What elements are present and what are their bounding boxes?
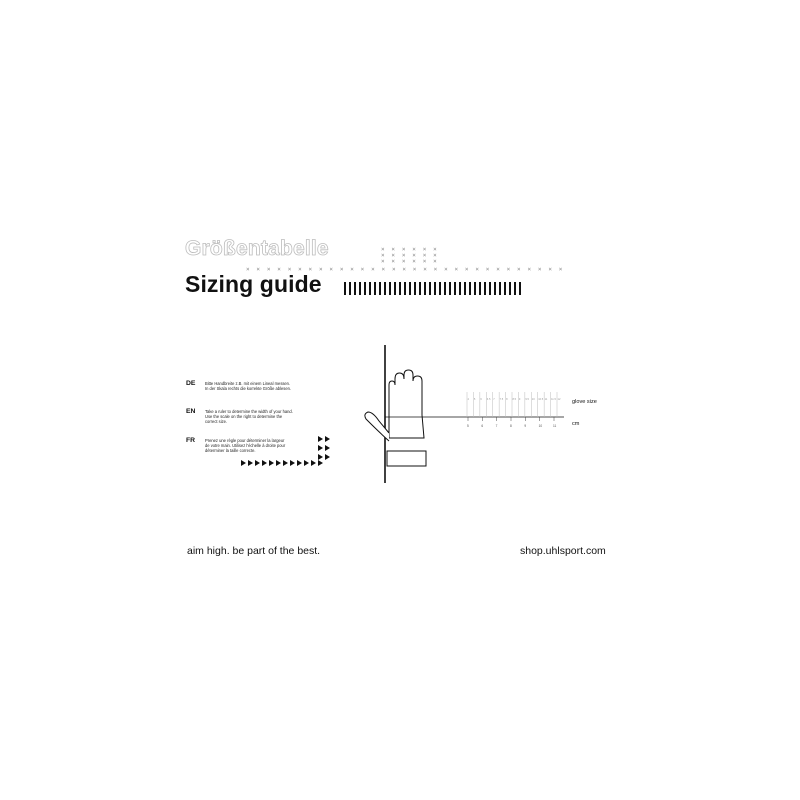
glove-size-tick-label: 4 — [467, 398, 469, 401]
glove-size-label: glove size — [572, 399, 597, 405]
glove-size-tick-label: 9.5 — [525, 398, 529, 401]
language-code-de: DE — [186, 380, 196, 387]
decorative-barcode-stripes — [344, 282, 524, 295]
glove-size-tick-label: 9 — [518, 398, 521, 401]
cm-tick-label: 10 — [538, 424, 543, 428]
x-pattern-row: × × × × × × × × × × × × × × × × × × × × × × × × × × × × × × × — [246, 266, 564, 273]
instruction-text-en: Take a ruler to determine the width of your hand. Use the scale on the right to determine the correct size. — [205, 409, 293, 425]
x-pattern-grid: × × × × × × × × × × × × × × × × × × — [381, 246, 439, 265]
instruction-text-de: Bitte Handbreite z.B. mit einem Lineal messen. In der Skala rechts die korrekte Größe ablesen. — [205, 381, 292, 392]
glove-size-tick-label: 10 — [531, 398, 535, 401]
cm-label: cm — [572, 421, 580, 427]
cm-tick-label: 9 — [524, 424, 527, 428]
cm-tick-label: 7 — [495, 424, 498, 428]
glove-size-tick-label: 6 — [480, 398, 482, 401]
cm-scale — [467, 417, 557, 428]
title-german: Größentabelle — [185, 237, 329, 260]
language-code-fr: FR — [186, 437, 196, 444]
page-title: Sizing guide — [185, 271, 322, 297]
glove-size-tick-label: 11 — [544, 398, 548, 401]
glove-size-tick-label: 5 — [473, 398, 476, 401]
hand-icon — [365, 370, 426, 466]
glove-size-tick-label: 10.5 — [538, 398, 544, 401]
cm-tick-label: 5 — [467, 424, 469, 428]
footer-slogan: aim high. be part of the best. — [187, 545, 321, 557]
glove-size-tick-label: 6.5 — [486, 398, 491, 401]
glove-size-tick-label: 12 — [557, 398, 561, 401]
instruction-text-fr: Prenez une règle pour déterminer la largeur de votre main. Utilisez l'échelle à droite pour déterminer la taille correcte. — [205, 438, 286, 454]
cm-tick-label: 6 — [481, 424, 484, 428]
glove-size-tick-label: 7 — [493, 398, 495, 401]
cm-tick-label: 11 — [553, 424, 557, 428]
glove-size-tick-label: 8 — [506, 398, 508, 401]
decorative-arrow-pattern — [238, 434, 338, 468]
glove-size-tick-label: 7.5 — [499, 398, 504, 401]
footer-shop-link[interactable]: shop.uhlsport.com — [520, 545, 606, 557]
glove-size-scale — [467, 392, 561, 417]
language-code-en: EN — [186, 408, 196, 415]
hand-measurement-diagram — [355, 343, 570, 485]
glove-size-tick-label: 11.5 — [551, 398, 556, 401]
cm-tick-label: 8 — [510, 424, 512, 428]
glove-size-tick-label: 8.5 — [512, 398, 517, 401]
